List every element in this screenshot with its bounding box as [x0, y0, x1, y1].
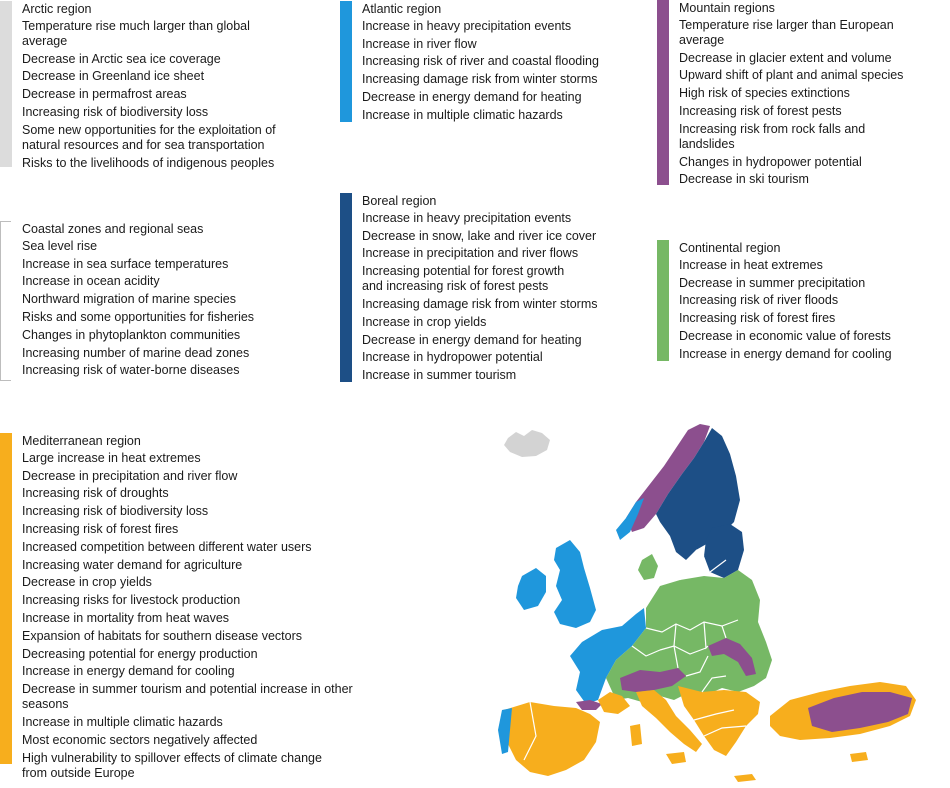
list-item: Northward migration of marine species: [22, 292, 236, 307]
list-item: Increase in multiple climatic hazards: [362, 107, 563, 122]
list-item: Increase in heavy precipitation events: [362, 210, 572, 225]
coastal-region-panel: [0, 221, 315, 381]
sicily-mediterranean-shape: [666, 752, 686, 764]
list-item: Decrease in ski tourism: [679, 172, 809, 187]
continental-region-panel: [657, 240, 947, 361]
mediterranean-region-title: Mediterranean region: [22, 434, 141, 448]
arctic-region-title: Arctic region: [22, 2, 92, 16]
list-item: Increase in crop yields: [362, 314, 487, 329]
arctic-color-bar: [0, 1, 12, 167]
list-item: Decreasing potential for energy production: [22, 646, 258, 661]
list-item: Some new opportunities for the exploitation of natural resources and for sea transportation: [22, 122, 276, 152]
list-item: Increasing risk of forest pests: [679, 103, 842, 118]
list-item: Increase in river flow: [362, 36, 477, 51]
list-item: Increasing risk of biodiversity loss: [22, 504, 209, 519]
continental-region-title: Continental region: [679, 241, 781, 255]
boreal-impact-list: [362, 211, 612, 383]
list-item: Sea level rise: [22, 238, 98, 253]
mountain-region-title: Mountain regions: [679, 1, 775, 15]
pyrenees-mountain-shape: [576, 700, 602, 710]
arctic-impact-list: [22, 18, 276, 171]
list-item: Increasing risk of biodiversity loss: [22, 104, 209, 119]
europe-map: [490, 410, 930, 788]
list-item: Increase in energy demand for cooling: [22, 664, 235, 679]
boreal-region-title: Boreal region: [362, 194, 437, 208]
coastal-region-title: Coastal zones and regional seas: [22, 222, 204, 236]
list-item: Increase in heavy precipitation events: [362, 18, 572, 33]
list-item: Increasing risk of river and coastal flooding: [362, 54, 599, 69]
mediterranean-region-panel: [0, 433, 365, 780]
continental-color-bar: [657, 240, 669, 361]
list-item: Decrease in precipitation and river flow: [22, 468, 238, 483]
list-item: Increasing risk of droughts: [22, 486, 169, 501]
list-item: Increasing risk from rock falls and landslides: [679, 121, 866, 151]
atlantic-impact-list: [362, 19, 640, 123]
crete-mediterranean-shape: [734, 774, 756, 782]
mountain-impact-list: [679, 18, 911, 188]
iberia-mediterranean-shape: [502, 702, 600, 776]
list-item: Increasing number of marine dead zones: [22, 345, 250, 360]
baltic-boreal-shape: [704, 524, 744, 578]
continental-impact-list: [679, 258, 947, 362]
mountain-region-panel: [657, 0, 947, 185]
list-item: Increasing risk of forest fires: [679, 311, 836, 326]
list-item: Increasing risk of river floods: [679, 293, 839, 308]
mediterranean-impact-list: [22, 451, 362, 781]
sardinia-mediterranean-shape: [630, 724, 642, 746]
list-item: Increase in heat extremes: [679, 257, 823, 272]
list-item: Increasing potential for forest growth and increasing risk of forest pests: [362, 264, 565, 294]
atlantic-region-title: Atlantic region: [362, 2, 442, 16]
list-item: Increase in summer tourism: [362, 368, 517, 383]
atlantic-color-bar: [340, 1, 352, 122]
list-item: Increasing risks for livestock production: [22, 593, 241, 608]
list-item: Increasing risk of forest fires: [22, 521, 179, 536]
list-item: Decrease in summer tourism and potential increase in other seasons: [22, 682, 353, 712]
boreal-region-panel: [340, 193, 640, 382]
britain-atlantic-shape: [554, 540, 596, 628]
list-item: Expansion of habitats for southern disease vectors: [22, 628, 303, 643]
list-item: Decrease in summer precipitation: [679, 275, 866, 290]
list-item: Temperature rise much larger than global average: [22, 18, 250, 48]
list-item: Decrease in Arctic sea ice coverage: [22, 51, 221, 66]
list-item: Temperature rise larger than European average: [679, 17, 894, 47]
mediterranean-color-bar: [0, 433, 12, 764]
boreal-color-bar: [340, 193, 352, 382]
coastal-outline-bar: [0, 221, 11, 381]
list-item: Changes in phytoplankton communities: [22, 327, 241, 342]
list-item: Risks to the livelihoods of indigenous peoples: [22, 155, 275, 170]
list-item: High vulnerability to spillover effects of climate change from outside Europe: [22, 750, 322, 780]
list-item: Increase in ocean acidity: [22, 274, 160, 289]
list-item: Increase in mortality from heat waves: [22, 610, 230, 625]
denmark-continental-shape: [638, 554, 658, 580]
list-item: Increasing risk of water-borne diseases: [22, 363, 240, 378]
list-item: Decrease in glacier extent and volume: [679, 50, 892, 65]
list-item: Decrease in permafrost areas: [22, 87, 187, 102]
list-item: Decrease in Greenland ice sheet: [22, 69, 205, 84]
list-item: Increase in hydropower potential: [362, 350, 543, 365]
list-item: Decrease in energy demand for heating: [362, 332, 582, 347]
list-item: Decrease in snow, lake and river ice cover: [362, 228, 597, 243]
cyprus-mediterranean-shape: [850, 752, 868, 762]
mountain-color-bar: [657, 0, 669, 185]
list-item: Increased competition between different water users: [22, 539, 312, 554]
ireland-atlantic-shape: [516, 568, 546, 610]
list-item: Increasing water demand for agriculture: [22, 557, 243, 572]
list-item: Increase in energy demand for cooling: [679, 346, 892, 361]
list-item: Upward shift of plant and animal species: [679, 68, 904, 83]
arctic-region-panel: [0, 1, 315, 170]
list-item: Increase in multiple climatic hazards: [22, 714, 223, 729]
list-item: Increase in sea surface temperatures: [22, 256, 229, 271]
list-item: Most economic sectors negatively affected: [22, 732, 258, 747]
list-item: Risks and some opportunities for fisheries: [22, 309, 255, 324]
atlantic-region-panel: [340, 1, 640, 122]
list-item: Increase in precipitation and river flows: [362, 246, 579, 261]
list-item: Decrease in crop yields: [22, 575, 152, 590]
list-item: Changes in hydropower potential: [679, 154, 862, 169]
list-item: High risk of species extinctions: [679, 86, 850, 101]
coastal-impact-list: [22, 239, 315, 379]
list-item: Large increase in heat extremes: [22, 450, 201, 465]
list-item: Increasing damage risk from winter storms: [362, 72, 598, 87]
list-item: Decrease in economic value of forests: [679, 328, 891, 343]
iceland-shape: [504, 430, 550, 457]
list-item: Increasing damage risk from winter storms: [362, 296, 598, 311]
list-item: Decrease in energy demand for heating: [362, 89, 582, 104]
